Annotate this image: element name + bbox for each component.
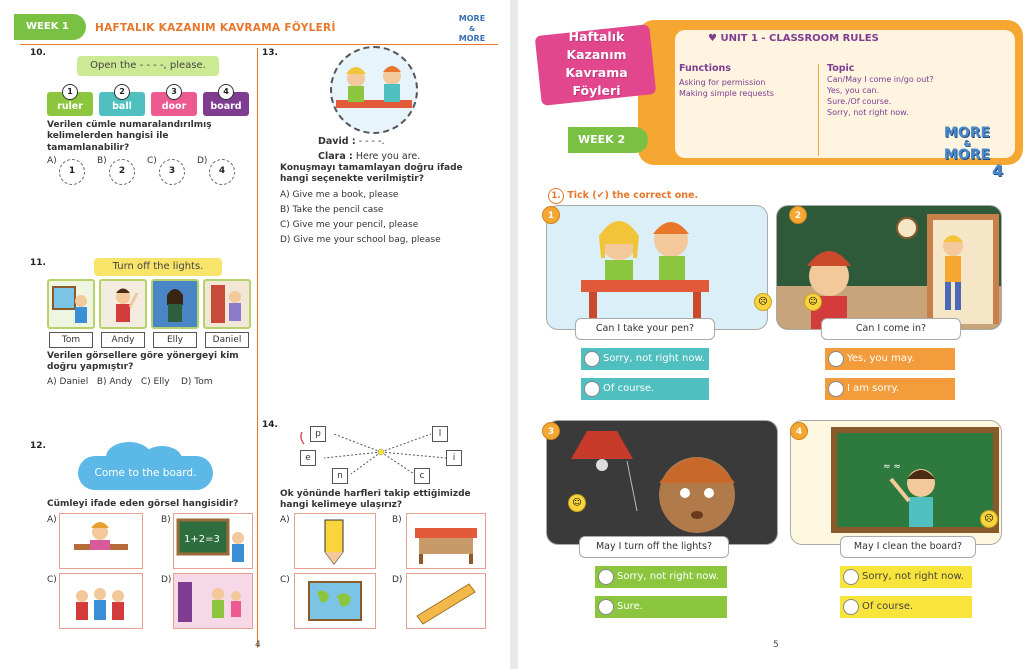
question-13-number: 13. [262, 48, 278, 58]
left-page-title: HAFTALIK KAZANIM KAVRAMA FÖYLERİ [95, 22, 336, 34]
logo-amp: & [468, 25, 476, 33]
scene-4-speech: May I clean the board? [840, 536, 976, 558]
q14-option-a-pencil[interactable] [294, 513, 376, 569]
tick-instruction [548, 188, 698, 204]
q14-option-d-ruler[interactable] [406, 573, 486, 629]
line-text: Here you are. [355, 151, 421, 162]
line-text: - - - -. [358, 136, 385, 147]
word-tile-ball: ball [99, 92, 145, 116]
word-tile-ruler: ruler [47, 92, 93, 116]
scene-4-number: 4 [790, 422, 808, 440]
topic-heading: Topic [827, 63, 855, 74]
topic-item: Can/May I come in/go out? [827, 75, 934, 84]
tile-number: 4 [218, 84, 234, 100]
letter-i: i [446, 450, 462, 466]
option-d-circle[interactable]: 4 [209, 159, 235, 185]
q14-option-b-desk[interactable] [406, 513, 486, 569]
q12-option-c-picture[interactable] [59, 573, 143, 629]
option-a[interactable]: A) Daniel [47, 377, 89, 387]
option-letter: B) [392, 515, 402, 525]
option-a[interactable]: A) Give me a book, please [280, 190, 399, 200]
scene-4-illustration [791, 421, 1002, 545]
scene-3-illustration [547, 421, 778, 545]
page-number: 5 [773, 640, 779, 650]
scene-2-answer-2[interactable]: I am sorry. [825, 378, 955, 400]
q11-pictures [47, 279, 257, 349]
smile-face-icon: ☺ [804, 293, 822, 311]
hk-line: Haftalık [568, 29, 625, 44]
right-page [518, 0, 1031, 669]
topic-item: Sorry, not right now. [827, 108, 909, 117]
cloud-text: Come to the board. [78, 456, 213, 490]
logo-word: MORE [458, 14, 486, 23]
q10-options [47, 156, 252, 186]
q12-option-b-picture[interactable] [173, 513, 253, 569]
tick-radio[interactable] [598, 569, 614, 585]
scene-1 [546, 205, 768, 330]
q11-question: Verilen görsellere göre yönergeyi kim doğru yapmıştır? [47, 351, 239, 373]
scene-3 [546, 420, 778, 545]
scene-2-number: 2 [789, 206, 807, 224]
scene-4-answer-1[interactable]: Sorry, not right now. [840, 566, 972, 588]
option-b-circle[interactable]: 2 [109, 159, 135, 185]
topic-item: Yes, you can. [827, 86, 880, 95]
option-c[interactable]: C) Elly [140, 377, 170, 387]
option-letter: D) [161, 575, 172, 585]
header-rule [20, 44, 498, 45]
q10-question: Verilen cümle numaralandırılmış kelimelerden hangisi ile tamamlanabilir? [47, 120, 212, 153]
left-page [0, 0, 510, 669]
scene-1-illustration [547, 206, 768, 330]
tick-radio[interactable] [828, 351, 844, 367]
scene-4 [790, 420, 1002, 545]
speaker-david: David : [318, 136, 356, 147]
name-andy: Andy [101, 332, 145, 348]
scene-1-answer-1[interactable]: Sorry, not right now. [581, 348, 709, 370]
svg-text:≈ ≈: ≈ ≈ [883, 462, 901, 472]
option-c[interactable]: C) Give me your pencil, please [280, 220, 419, 230]
question-11-number: 11. [30, 258, 46, 268]
week-1-tab: WEEK 1 [14, 14, 86, 40]
scene-2 [776, 205, 1002, 330]
logo-grade: 4 [992, 161, 1004, 180]
picture-andy[interactable] [99, 279, 147, 329]
page-number: 4 [255, 640, 261, 650]
function-item: Making simple requests [679, 89, 774, 98]
q10-sentence: Open the - - - -, please. [77, 56, 219, 76]
functions-heading: Functions [679, 63, 731, 74]
scene-3-number: 3 [542, 422, 560, 440]
question-14-number: 14. [262, 420, 278, 430]
option-letter: A) [280, 515, 290, 525]
scene-2-illustration [777, 206, 1002, 330]
q13-dialogue [318, 134, 498, 164]
topic-block [827, 63, 957, 118]
question-12-number: 12. [30, 441, 46, 451]
letter-p: p [310, 426, 326, 442]
topic-item: Sure./Of course. [827, 97, 892, 106]
q14-options [280, 513, 495, 633]
sad-face-icon: ☹ [754, 293, 772, 311]
option-letter: A) [47, 515, 57, 525]
option-d[interactable]: D) Tom [180, 377, 213, 387]
letter-e: e [300, 450, 316, 466]
tick-radio[interactable] [584, 351, 600, 367]
q14-option-c-map[interactable] [294, 573, 376, 629]
board-text: 1+2=3 [184, 534, 220, 545]
option-letter: D) [392, 575, 403, 585]
scene-2-answer-1[interactable]: Yes, you may. [825, 348, 955, 370]
scene-2-speech: Can I come in? [821, 318, 961, 340]
tile-number: 1 [62, 84, 78, 100]
sad-face-icon: ☹ [980, 510, 998, 528]
function-item: Asking for permission [679, 78, 766, 87]
q14-question: Ok yönünde harfleri takip ettiğimizde hangi kelimeye ulaşırız? [280, 489, 471, 511]
topic-divider [818, 64, 819, 156]
option-b[interactable]: B) Andy [96, 377, 133, 387]
tick-radio[interactable] [843, 569, 859, 585]
hk-line: Kazanım Kavrama [565, 47, 628, 80]
smile-face-icon: ☺ [568, 494, 586, 512]
q12-cloud [78, 442, 213, 492]
option-letter: D) [197, 156, 208, 166]
q11-options [47, 377, 252, 388]
scene-3-speech: May I turn off the lights? [579, 536, 729, 558]
name-elly: Elly [153, 332, 197, 348]
option-letter: C) [280, 575, 290, 585]
logo-word: MORE [943, 125, 991, 141]
dialogue-line-david [318, 134, 498, 149]
logo-amp: & [963, 139, 971, 148]
picture-daniel[interactable] [203, 279, 251, 329]
picture-tom[interactable] [47, 279, 95, 329]
tick-radio[interactable] [584, 381, 600, 397]
word-tile-board: board [203, 92, 249, 116]
q14-letter-web [296, 424, 471, 486]
option-letter: B) [97, 156, 107, 166]
letter-n: n [332, 468, 348, 484]
hk-line: Föyleri [572, 83, 621, 98]
q10-word-tiles [47, 86, 257, 116]
option-d[interactable]: D) Give me your school bag, please [280, 235, 441, 245]
scene-3-answer-1[interactable]: Sorry, not right now. [595, 566, 727, 588]
functions-block [679, 63, 809, 99]
scene-1-answer-2[interactable]: Of course. [581, 378, 709, 400]
tile-number: 2 [114, 84, 130, 100]
dialogue-line-clara [318, 149, 498, 164]
option-b[interactable]: B) Take the pencil case [280, 205, 384, 215]
word-tile-door: door [151, 92, 197, 116]
q12-question: Cümleyi ifade eden görsel hangisidir? [47, 499, 239, 509]
option-letter: C) [47, 575, 57, 585]
more-and-more-logo [452, 14, 492, 48]
scene-1-number: 1 [542, 206, 560, 224]
question-10-number: 10. [30, 48, 46, 58]
logo-word: MORE [943, 147, 991, 163]
q13-options [280, 188, 490, 248]
scene-1-speech: Can I take your pen? [575, 318, 715, 340]
speaker-clara: Clara : [318, 151, 353, 162]
option-letter: B) [161, 515, 171, 525]
heart-icon: ♥ [708, 33, 721, 44]
q12-options [47, 513, 257, 633]
q11-instruction: Turn off the lights. [94, 258, 222, 276]
picture-elly[interactable] [151, 279, 199, 329]
name-daniel: Daniel [205, 332, 249, 348]
letter-c: c [414, 468, 430, 484]
logo-word: MORE [458, 34, 486, 43]
scene-3-answer-2[interactable]: Sure. [595, 596, 727, 618]
option-letter: C) [147, 156, 157, 166]
unit-title: ♥ UNIT 1 - CLASSROOM RULES [708, 33, 879, 44]
tick-radio[interactable] [598, 599, 614, 615]
scene-4-answer-2[interactable]: Of course. [840, 596, 972, 618]
option-letter: A) [47, 156, 57, 166]
q12-option-d-picture[interactable] [173, 573, 253, 629]
option-c-circle[interactable]: 3 [159, 159, 185, 185]
column-divider [257, 48, 258, 648]
option-a-circle[interactable]: 1 [59, 159, 85, 185]
q12-option-a-picture[interactable] [59, 513, 143, 569]
q13-picture [330, 46, 418, 134]
more-and-more-4-logo [928, 126, 1006, 184]
tile-number: 3 [166, 84, 182, 100]
instruction-number: 1. [548, 188, 564, 204]
q13-question: Konuşmayı tamamlayan doğru ifade hangi seçenekte verilmiştir? [280, 163, 463, 185]
haftalik-title [534, 28, 659, 100]
week-2-tab: WEEK 2 [568, 127, 648, 153]
letter-l: l [432, 426, 448, 442]
instruction-text: Tick (✔) the correct one. [567, 190, 699, 201]
tick-radio[interactable] [828, 381, 844, 397]
name-tom: Tom [49, 332, 93, 348]
tick-radio[interactable] [843, 599, 859, 615]
